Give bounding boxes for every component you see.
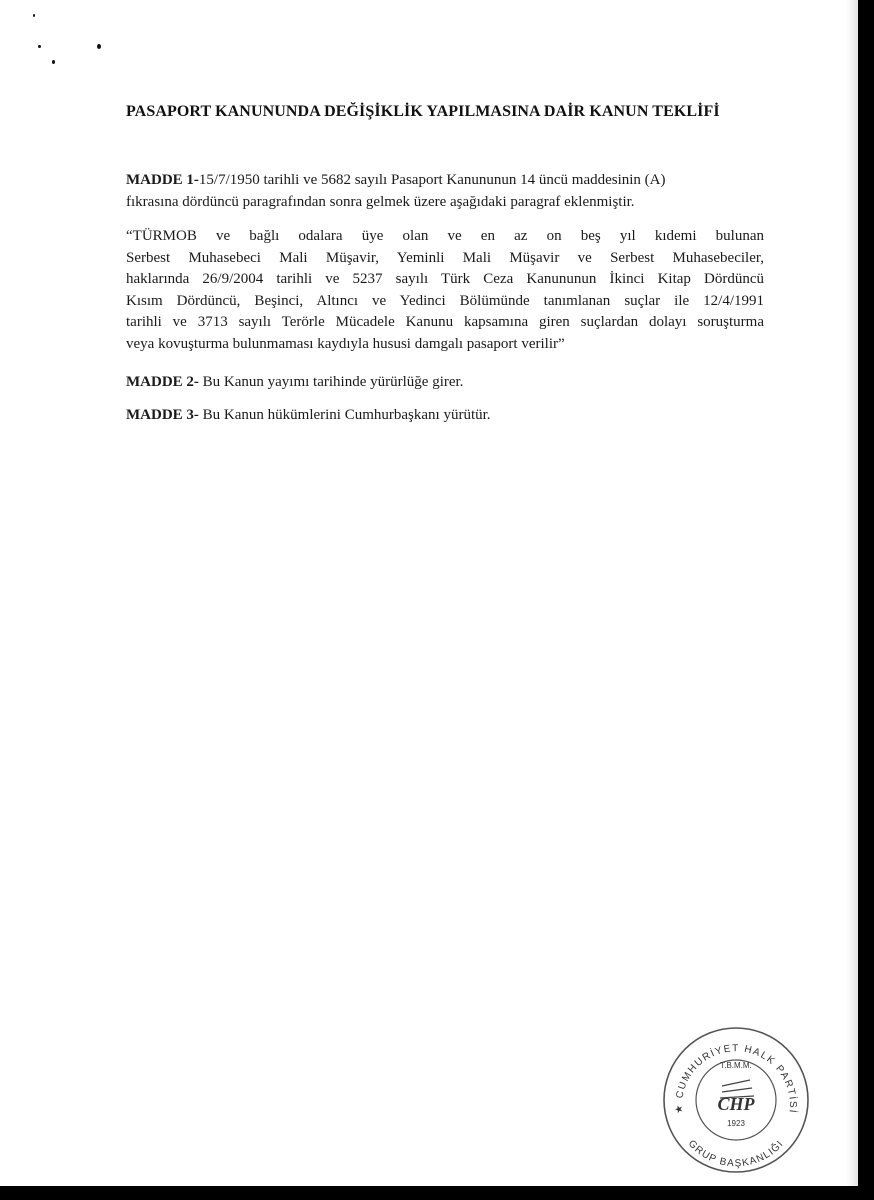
quoted-paragraph [126,226,764,355]
madde-1-paragraph [126,170,764,213]
svg-text:GRUP BAŞKANLIĞI: GRUP BAŞKANLIĞI [685,1138,787,1170]
scan-speck [38,45,41,48]
madde-3-paragraph [126,405,764,427]
page-edge-shadow [846,0,858,1186]
madde-2-label: MADDE 2- [126,374,199,390]
scan-speck [33,14,35,17]
svg-text:CHP: CHP [717,1094,755,1114]
svg-text:T.B.M.M.: T.B.M.M. [720,1061,752,1070]
document-title: PASAPORT KANUNUNDA DEĞİŞİKLİK YAPILMASINA DAİR KANUN TEKLİFİ [126,103,720,120]
madde-1-line-1 [126,170,764,192]
madde-1-label: MADDE 1- [126,172,199,188]
quote-line-5: tarihli ve 3713 sayılı Terörle Mücadele Kanunu kapsamına giren suçlardan dolayı soruşturma [126,314,764,330]
madde-2-paragraph [126,372,764,394]
scan-speck [52,60,55,64]
madde-1-text-1: 15/7/1950 tarihli ve 5682 sayılı Pasaport Kanununun 14 üncü maddesinin (A) [198,172,666,188]
quote-line-2: Serbest Muhasebeci Mali Müşavir, Yeminli Mali Müşavir ve Serbest Muhasebeciler, [126,249,764,266]
chp-group-stamp [662,1026,810,1174]
madde-1-line-2: fıkrasına dördüncü paragrafından sonra gelmek üzere aşağıdaki paragraf eklenmiştir. [126,193,635,210]
madde-3-label: MADDE 3- [126,407,199,423]
quote-line-4: Kısım Dördüncü, Beşinci, Altıncı ve Yedinci Bölümünde tanımlanan suçlar ile 12/4/1991 [126,292,764,309]
scan-speck [97,44,101,49]
svg-text:★ CUMHURİYET HALK PARTİSİ: ★ CUMHURİYET HALK PARTİSİ [673,1043,799,1115]
quote-line-1: “TÜRMOB ve bağlı odalara üye olan ve en az on beş yıl kıdemi bulunan [126,228,764,244]
quote-line-3: haklarında 26/9/2004 tarihli ve 5237 sayılı Türk Ceza Kanununun İkinci Kitap Dördüncü [126,271,764,287]
madde-2-text: Bu Kanun yayımı tarihinde yürürlüğe girer. [198,374,464,390]
quote-line-6: veya kovuşturma bulunmaması kaydıyla hususi damgalı pasaport verilir” [126,335,565,352]
svg-text:1923: 1923 [727,1119,745,1128]
madde-3-text: Bu Kanun hükümlerini Cumhurbaşkanı yürütür. [198,407,491,423]
